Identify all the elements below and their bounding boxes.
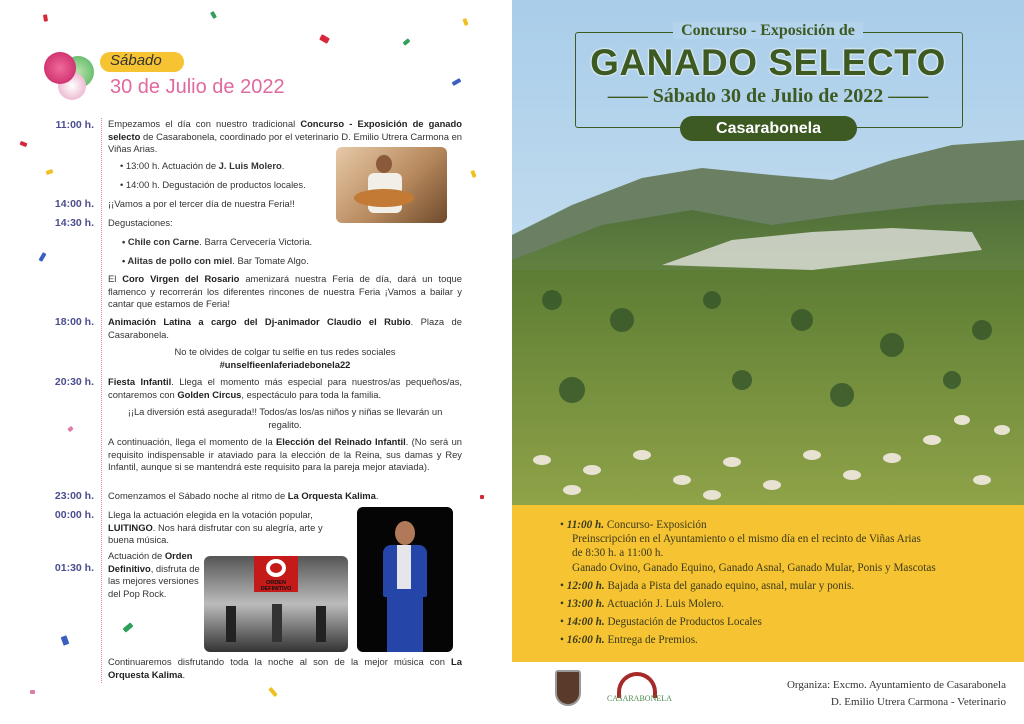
poster-item-1100: • 11:00 h. Concurso- Exposición — [560, 519, 707, 531]
confetti — [39, 252, 47, 262]
timeline-divider — [101, 118, 102, 683]
day-label: Sábado — [110, 52, 162, 69]
hashtag: #unselfieenlaferiadebonela22 — [219, 358, 351, 370]
confetti — [43, 14, 48, 22]
time-1100: 11:00 h. — [55, 119, 94, 131]
time-1430: 14:30 h. — [54, 217, 94, 229]
confetti — [123, 622, 134, 632]
time-1800: 18:00 h. — [54, 316, 94, 328]
time-2300: 23:00 h. — [54, 490, 94, 502]
bullet-chile: • Chile con Carne. Barra Cervecería Victoria. — [122, 236, 313, 247]
text-reinado: A continuación, llega el momento de la Elección del Reinado Infantil. (No será un requisito indispensable ir ataviado para la elección de la Reina, sus damas y Rey Infantil, aunque si se mantendrá este requisito para la pareja mejor ataviada). — [108, 436, 462, 473]
guitarist-photo — [336, 147, 447, 223]
poster-title: GANADO SELECTO — [590, 42, 946, 83]
date-title: 30 de Julio de 2022 — [110, 76, 285, 98]
poster-item-1300: • 13:00 h. Actuación J. Luis Molero. — [560, 598, 724, 610]
confetti — [30, 690, 35, 694]
text-1400: ¡¡Vamos a por el tercer día de nuestra Feria!! — [108, 198, 295, 209]
confetti — [462, 18, 468, 26]
bullet-alitas: • Alitas de pollo con miel. Bar Tomate Algo. — [122, 255, 309, 266]
confetti — [61, 635, 70, 646]
text-0130: Actuación de Orden Definitivo, disfruta de las mejores versiones del Pop Rock. — [108, 550, 200, 599]
confetti — [46, 169, 54, 175]
confetti — [20, 141, 28, 147]
schedule-band — [512, 505, 1024, 662]
text-1800: Animación Latina a cargo del Dj-animador Claudio el Rubio. Plaza de Casarabonela. — [108, 316, 462, 340]
time-0000: 00:00 h. — [54, 509, 94, 521]
paper-fans-decoration — [44, 52, 104, 100]
poster-item-1600: • 16:00 h. Entrega de Premios. — [560, 634, 698, 646]
text-closing: Continuaremos disfrutando toda la noche al son de la mejor música con La Orquesta Kalima. — [108, 656, 462, 680]
poster-item-1400: • 14:00 h. Degustación de Productos Locales — [560, 616, 762, 628]
casarabonela-logo: CASARABONELA — [607, 672, 673, 706]
organizer-line-2: D. Emilio Utrera Carmona - Veterinario — [830, 696, 1006, 708]
text-1430: Degustaciones: — [108, 217, 173, 228]
poster-item-detail: Preinscripción en el Ayuntamiento o el mismo día en el recinto de Viñas Arias — [572, 533, 921, 545]
text-2300: Comenzamos el Sábado noche al ritmo de La Orquesta Kalima. — [108, 490, 379, 501]
text-0000: Llega la actuación elegida en la votación popular, LUITINGO. Nos hará disfrutar con su alegría, arte y buena música. — [108, 509, 323, 546]
time-0130: 01:30 h. — [54, 562, 94, 574]
poster-item-detail: Ganado Ovino, Ganado Equino, Ganado Asnal, Ganado Mular, Ponis y Mascotas — [572, 562, 936, 574]
confetti — [470, 170, 476, 178]
band-logo-text: ORDEN DEFINITIVO — [260, 580, 292, 592]
text-2030: Fiesta Infantil. Llega el momento más especial para nuestros/as pequeños/as, contaremos con Golden Circus, espectáculo para toda la familia. — [108, 376, 462, 400]
confetti — [67, 426, 73, 432]
text-selfie: No te olvides de colgar tu selfie en tus redes sociales #unselfieenlaferiadebonela22 — [174, 346, 396, 370]
bullet-molero: • 13:00 h. Actuación de J. Luis Molero. — [120, 160, 285, 171]
text-coro: El Coro Virgen del Rosario amenizará nuestra Feria de día, dará un toque flamenco y recorrerán los diferentes rincones de nuestra Feria ¡Vamos a bailar y cantar que estamos de Feria! — [108, 273, 462, 310]
time-1400: 14:00 h. — [54, 198, 94, 210]
confetti — [210, 11, 217, 19]
poster-place: Casarabonela — [680, 116, 857, 141]
confetti — [452, 78, 462, 86]
coat-of-arms-logo — [555, 670, 581, 706]
text-1100: Empezamos el día con nuestro tradicional Concurso - Exposición de ganado selecto de Casarabonela, coordinado por el veterinario D. Emilio Utrera Carmona en Viñas Arias. — [108, 118, 462, 155]
poster-kicker: Concurso - Exposición de — [673, 22, 863, 39]
bullet-degustacion: • 14:00 h. Degustación de productos locales. — [120, 179, 306, 190]
time-2030: 20:30 h. — [54, 376, 94, 388]
organizer-line-1: Organiza: Excmo. Ayuntamiento de Casarabonela — [786, 679, 1006, 691]
confetti — [268, 687, 277, 697]
confetti — [480, 495, 484, 499]
confetti — [319, 34, 330, 44]
poster-date: Sábado 30 de Julio de 2022 — [652, 85, 884, 107]
orden-definitivo-photo — [204, 556, 348, 652]
luitingo-photo — [357, 507, 453, 652]
poster-item-detail: de 8:30 h. a 11:00 h. — [572, 547, 664, 559]
text-diversion: ¡¡La diversión está asegurada!! Todos/as los/as niños y niñas se llevarán un regalito. — [127, 406, 443, 430]
confetti — [403, 38, 411, 46]
poster-item-1200: • 12:00 h. Bajada a Pista del ganado equino, asnal, mular y ponis. — [560, 580, 855, 592]
poster-panel: Concurso - Exposición de GANADO SELECTO —— Sábado 30 de Julio de 2022 —— Casarabonela • 11:00 h. Concurso- Exposición Preinscripción en el Ayuntamiento o el mismo día en el recinto de Viñas Arias de 8:30 h. a 11:00 h. Ganado Ovino, Ganado Equino, Ganado Asnal, Ganado Mular, Ponis y Mascotas • 12:00 h. Bajada a Pista del ganado equino, asnal, mular y ponis. • 13:00 h. Actuación J. Luis Molero. • 14:00 h. Degustación de Productos Locales • 16:00 h. Entrega de Premios. CASARABONELA Organiza: Excmo. Ayuntamiento de Casarabonela D. Emilio Utrera Carmona - Veterinario — [512, 0, 1024, 724]
